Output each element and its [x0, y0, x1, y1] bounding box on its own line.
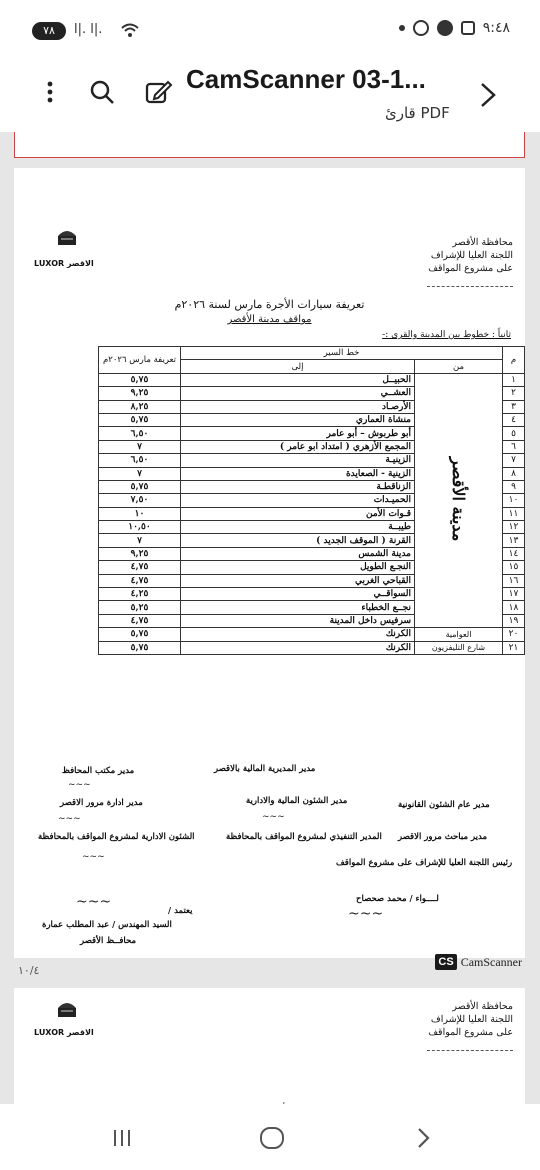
route-to: مدينة الشمس: [181, 547, 415, 560]
screenshot-icon: [461, 21, 475, 35]
row-number: ١٢: [503, 521, 525, 534]
camscanner-logo: CS: [435, 954, 456, 970]
city-label: مدينة الأقصر: [449, 457, 468, 542]
doc-subtitle: مواقف مدينة الأقصر: [227, 314, 312, 325]
route-to: قـوات الأمن: [181, 507, 415, 520]
recent-apps-icon[interactable]: [102, 1118, 142, 1158]
signature-title: رئيس اللجنة العليا للإشراف على مشروع المواقف: [336, 858, 513, 868]
route-to: الكرنك: [181, 641, 415, 654]
fare-value: ٥,٧٥: [99, 373, 181, 386]
route-from: العوامية: [415, 628, 503, 641]
fare-value: ٤,٧٥: [99, 614, 181, 627]
handwritten-signature: ~~~: [58, 814, 81, 824]
signature-title: لــــواء / محمد صحصاح: [356, 894, 439, 904]
signature-title: الشئون الادارية لمشروع المواقف بالمحافظة: [38, 832, 195, 842]
col-header-from: من: [415, 360, 503, 373]
fare-value: ٩,٢٥: [99, 547, 181, 560]
col-header-route: خط السير: [181, 347, 503, 360]
route-to: الزينيـة: [181, 454, 415, 467]
col-header-fare: تعريفة مارس ٢٠٢٦م: [99, 347, 181, 374]
divider: [427, 286, 513, 287]
fare-value: ٨,٢٥: [99, 400, 181, 413]
search-icon[interactable]: [86, 76, 118, 108]
table-row: [99, 373, 525, 386]
letterhead-line: اللجنة العليا للإشراف: [430, 1014, 513, 1025]
fare-value: ٧: [99, 467, 181, 480]
doc-title: تعريفة سيارات الأجرة مارس لسنة ٢٠٢٦م: [174, 298, 365, 311]
home-icon[interactable]: [252, 1118, 292, 1158]
route-to: القرنة ( الموقف الجديد ): [181, 534, 415, 547]
fare-value: ١٠,٥٠: [99, 521, 181, 534]
route-to: الحبيــل: [181, 373, 415, 386]
route-to: العشــي: [181, 387, 415, 400]
route-to: الزناقطـة: [181, 480, 415, 493]
route-to: الزينية - الصعايدة: [181, 467, 415, 480]
route-to: المجمع الأزهري ( امتداد ابو عامر ): [181, 440, 415, 453]
section-heading: ثانياً : خطوط بين المدينة والقرى :-: [382, 330, 511, 340]
letterhead-line: محافظة الأقصر: [452, 237, 513, 248]
letterhead: [428, 236, 513, 275]
handwritten-signature: ~~~: [262, 812, 285, 822]
fare-table: [98, 346, 525, 655]
fare-value: ٧: [99, 440, 181, 453]
city-cell: [415, 373, 503, 627]
camscanner-watermark: [435, 954, 522, 970]
route-to: السواقــي: [181, 588, 415, 601]
route-to: منشاة العماري: [181, 413, 415, 426]
route-to: أبو طربوش – أبو عامر: [181, 427, 415, 440]
signature-title: مدير المديرية المالية بالاقصر: [214, 764, 316, 774]
luxor-logo-icon: [56, 1000, 78, 1018]
document-viewer[interactable]: [0, 132, 540, 1104]
letterhead: [428, 1000, 513, 1039]
route-from: شارع التليفزيون: [415, 641, 503, 654]
table-row: [99, 628, 525, 641]
system-nav-bar: [0, 1104, 540, 1170]
fare-value: ٧,٥٠: [99, 494, 181, 507]
route-to: الأرصـاد: [181, 400, 415, 413]
handwritten-signature: ~~~: [82, 852, 105, 862]
row-number: ٦: [503, 440, 525, 453]
governor-name: السيد المهندس / عبد المطلب عمارة: [42, 920, 172, 930]
row-number: ٢٠: [503, 628, 525, 641]
row-number: ١٨: [503, 601, 525, 614]
signature-title: مدير عام الشئون القانونية: [398, 800, 490, 810]
row-number: ٧: [503, 454, 525, 467]
document-subtitle: قارئ PDF: [385, 104, 450, 122]
document-title: CamScanner 03-1...: [186, 64, 426, 94]
route-to: الحميـدات: [181, 494, 415, 507]
letterhead-line: على مشروع المواقف: [428, 1027, 513, 1038]
fare-value: ٤,٧٥: [99, 561, 181, 574]
notification-dot-icon: [399, 25, 405, 31]
wifi-icon: [120, 22, 140, 38]
route-to: نجــع الخطباء: [181, 601, 415, 614]
luxor-logo-text: LUXOR الاقصر: [34, 259, 94, 268]
row-number: ٤: [503, 413, 525, 426]
signature-title: مدير الشئون المالية والادارية: [246, 796, 348, 806]
route-to: القباحي الغربي: [181, 574, 415, 587]
col-header-to: إلى: [181, 360, 415, 373]
letterhead-line: اللجنة العليا للإشراف: [430, 250, 513, 261]
signature-title: مدير ادارة مرور الاقصر: [60, 798, 143, 808]
table-row: [99, 641, 525, 654]
row-number: ١١: [503, 507, 525, 520]
fare-value: ٤,٢٥: [99, 588, 181, 601]
route-to: الكرنك: [181, 628, 415, 641]
fare-value: ٥,٧٥: [99, 628, 181, 641]
row-number: ٨: [503, 467, 525, 480]
handwritten-signature: ~~~: [348, 906, 384, 922]
row-number: ١٤: [503, 547, 525, 560]
previous-page-bottom: [14, 132, 525, 158]
chevron-right-icon[interactable]: [472, 80, 502, 110]
phone-icon: [437, 20, 453, 36]
row-number: ١٩: [503, 614, 525, 627]
row-number: ١٧: [503, 588, 525, 601]
row-number: ١٠: [503, 494, 525, 507]
signal-icon: l|. l|.: [74, 22, 103, 37]
fare-value: ٦,٥٠: [99, 454, 181, 467]
luxor-logo-text: LUXOR الاقصر: [34, 1028, 94, 1037]
whatsapp-icon: [413, 20, 429, 36]
row-number: ١: [503, 373, 525, 386]
luxor-logo-icon: [56, 228, 78, 246]
page-number: ١٠/٤: [18, 964, 40, 977]
back-icon[interactable]: [404, 1118, 444, 1158]
edit-icon[interactable]: [142, 76, 174, 108]
route-to: طيبــة: [181, 521, 415, 534]
fare-value: ٤,٧٥: [99, 574, 181, 587]
battery-level: ٧٨: [43, 24, 55, 37]
fare-value: ٦,٥٠: [99, 427, 181, 440]
letterhead-line: على مشروع المواقف: [428, 263, 513, 274]
row-number: ٢: [503, 387, 525, 400]
fare-value: ٩,٢٥: [99, 387, 181, 400]
pdf-page-1: [14, 168, 525, 958]
fare-value: ٥,٧٥: [99, 413, 181, 426]
letterhead-line: محافظة الأقصر: [452, 1001, 513, 1012]
signature-title: المدير التنفيذي لمشروع المواقف بالمحافظة: [226, 832, 382, 842]
row-number: ١٦: [503, 574, 525, 587]
fare-value: ١٠: [99, 507, 181, 520]
governor-title: محافــظ الأقصر: [80, 936, 137, 946]
handwritten-signature: ~~~: [76, 894, 112, 910]
camscanner-label: CamScanner: [460, 954, 522, 969]
row-number: ٩: [503, 480, 525, 493]
signature-title: مدير مباحث مرور الاقصر: [398, 832, 488, 842]
battery-indicator: [32, 22, 66, 40]
approval-label: يعتمد /: [168, 906, 193, 916]
divider: [427, 1050, 513, 1051]
fare-value: ٥,٧٥: [99, 641, 181, 654]
row-number: ٣: [503, 400, 525, 413]
row-number: ٥: [503, 427, 525, 440]
signature-title: مدير مكتب المحافظ: [62, 766, 135, 776]
col-header-num: م: [503, 347, 525, 374]
row-number: ٢١: [503, 641, 525, 654]
route-to: سرفيس داخل المدينة: [181, 614, 415, 627]
clock: ٩:٤٨: [482, 20, 510, 36]
handwritten-signature: ~~~: [68, 780, 91, 790]
route-to: النجـع الطويل: [181, 561, 415, 574]
fare-value: ٥,٧٥: [99, 480, 181, 493]
fare-value: ٧: [99, 534, 181, 547]
row-number: ١٣: [503, 534, 525, 547]
row-number: ١٥: [503, 561, 525, 574]
status-bar: [0, 0, 540, 56]
more-vert-icon[interactable]: [34, 76, 66, 108]
fare-value: ٥,٢٥: [99, 601, 181, 614]
